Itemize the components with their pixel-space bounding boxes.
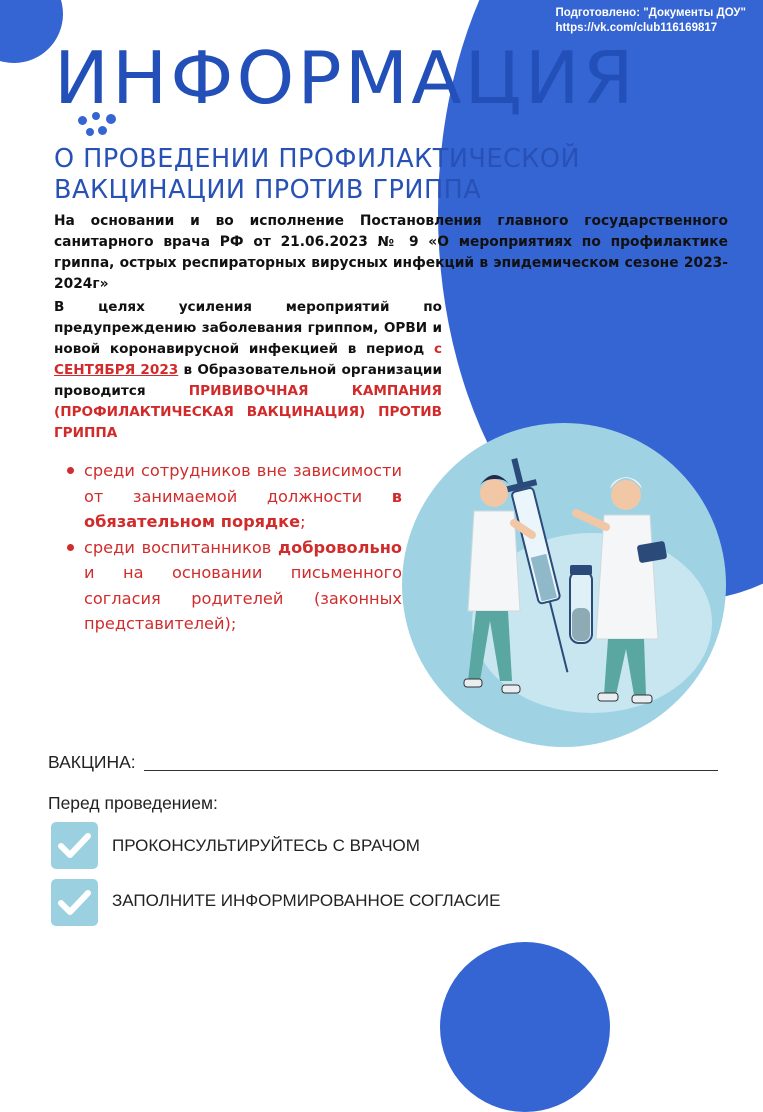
intro-paragraph: На основании и во исполнение Постановления главного государственного санитарного врача РФ от 21.06.2023 № 9 «О мероприятиях по профилактике гриппа, острых респираторных вирусных инфекций в эпидемическом сезоне 2023-2024г»: [54, 213, 728, 292]
bullet-list: [64, 458, 402, 637]
page-subtitle: [54, 144, 580, 206]
vaccine-blank-line[interactable]: [144, 770, 718, 771]
campaign-paragraph: [54, 297, 442, 444]
doctors-with-syringe-icon: [402, 423, 726, 747]
checklist-item-consent: ЗАПОЛНИТЕ ИНФОРМИРОВАННОЕ СОГЛАСИЕ: [112, 891, 501, 910]
checklist-item-consult: ПРОКОНСУЛЬТИРУЙТЕСЬ С ВРАЧОМ: [112, 836, 420, 855]
bullet-text: среди воспитанников: [84, 537, 279, 557]
credit-line-2: https://vk.com/club116169817: [555, 22, 718, 34]
subtitle-line-2: ВАКЦИНАЦИИ ПРОТИВ ГРИППА: [54, 175, 482, 205]
before-label: Перед проведением:: [48, 793, 218, 813]
bottom-decor-circle: [440, 942, 610, 1112]
vaccine-label: ВАКЦИНА:: [48, 752, 136, 772]
page-title: ИНФОРМАЦИЯ: [54, 36, 637, 120]
bullet-bold: добровольно: [278, 537, 402, 557]
campaign-name: ПРИВИВОЧНАЯ КАМПАНИЯ (ПРОФИЛАКТИЧЕСКАЯ ВАКЦИНАЦИЯ) ПРОТИВ ГРИППА: [54, 383, 442, 441]
vaccine-field: [48, 750, 718, 774]
list-item: [64, 535, 402, 637]
checkmark-icon: [53, 881, 96, 924]
campaign-text-2: с: [433, 341, 442, 357]
campaign-text-1: В целях усиления мероприятий по предупреждению заболевания гриппом, ОРВИ и новой коронавирусной инфекцией в период: [54, 299, 442, 357]
bullet-tail: и на основании письменного согласия родителей (законных представителей);: [84, 563, 402, 633]
checkmark-icon: [53, 824, 96, 867]
campaign-text-4: в Образовательной организации проводится: [54, 362, 442, 399]
checkbox-consult: [51, 822, 98, 869]
subtitle-line-1: О ПРОВЕДЕНИИ ПРОФИЛАКТИЧЕСКОЙ: [54, 144, 581, 174]
bullet-bold: в обязательном порядке: [84, 486, 402, 531]
checkbox-consent: [51, 879, 98, 926]
bullet-text: среди сотрудников вне зависимости от занимаемой должности: [84, 461, 402, 506]
list-item: [64, 458, 402, 535]
campaign-date: СЕНТЯБРЯ 2023: [54, 362, 179, 378]
bullet-tail: ;: [300, 512, 306, 531]
credit-line-1: Подготовлено: "Документы ДОУ": [555, 7, 746, 19]
